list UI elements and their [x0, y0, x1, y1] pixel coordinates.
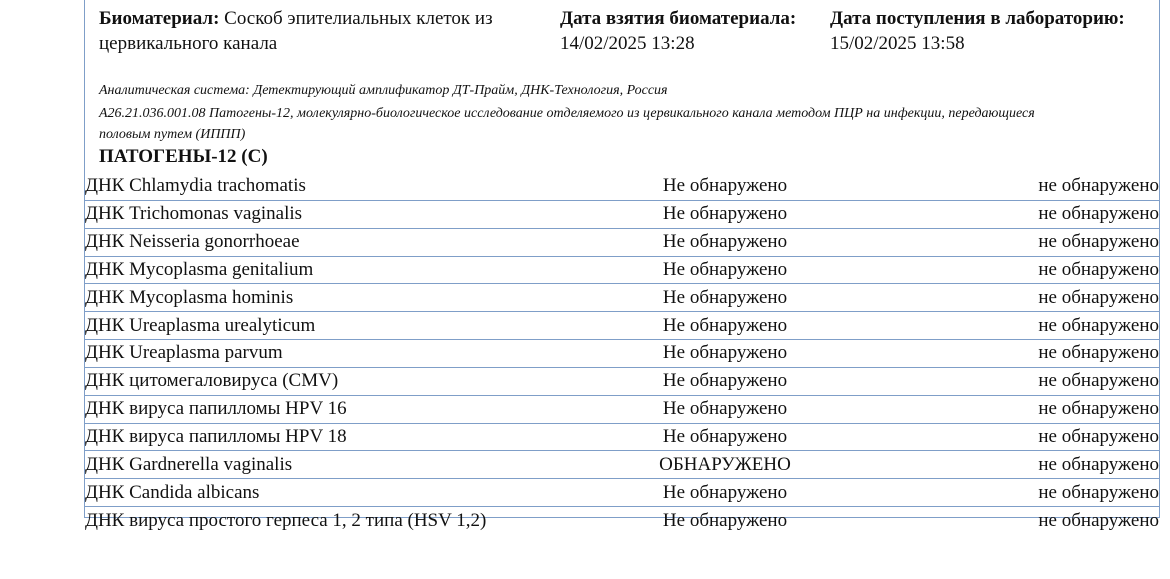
- biomaterial-value: Соскоб эпителиальных клеток из цервикального канала: [99, 8, 493, 54]
- analyte-name: ДНК Candida albicans: [85, 479, 615, 507]
- analyte-name: ДНК Mycoplasma genitalium: [85, 256, 615, 284]
- analyte-name: ДНК Ureaplasma urealyticum: [85, 312, 615, 340]
- result-value: Не обнаружено: [615, 173, 835, 200]
- analyte-name: ДНК Chlamydia trachomatis: [85, 173, 615, 200]
- reference-value: не обнаружено: [835, 451, 1159, 479]
- reference-value: не обнаружено: [835, 340, 1159, 368]
- reference-value: не обнаружено: [835, 312, 1159, 340]
- table-row: [85, 423, 1159, 451]
- table-row: [85, 395, 1159, 423]
- analyte-name: ДНК цитомегаловируса (CMV): [85, 367, 615, 395]
- result-value: Не обнаружено: [615, 312, 835, 340]
- analyte-name: ДНК Gardnerella vaginalis: [85, 451, 615, 479]
- table-row: [85, 479, 1159, 507]
- reference-value: не обнаружено: [835, 395, 1159, 423]
- results-table: [85, 173, 1159, 534]
- analyte-name: ДНК Trichomonas vaginalis: [85, 200, 615, 228]
- analyte-name: ДНК Ureaplasma parvum: [85, 340, 615, 368]
- receipt-date-label: Дата поступления в лабораторию:: [830, 8, 1125, 29]
- table-row: [85, 200, 1159, 228]
- analytical-system: Аналитическая система: Детектирующий амплификатор ДТ-Прайм, ДНК-Технология, Россия: [99, 83, 668, 98]
- reference-value: не обнаружено: [1038, 509, 1159, 531]
- analyte-name: ДНК вируса простого герпеса 1, 2 типа (HSV 1,2): [85, 509, 487, 531]
- result-value: Не обнаружено: [615, 256, 835, 284]
- table-row: [85, 507, 1159, 534]
- result-value: Не обнаружено: [615, 340, 835, 368]
- collection-date-block: [560, 6, 830, 56]
- analyte-name: ДНК вируса папилломы HPV 18: [85, 423, 615, 451]
- result-value: ОБНАРУЖЕНО: [615, 451, 835, 479]
- reference-value: не обнаружено: [835, 173, 1159, 200]
- reference-value: не обнаружено: [835, 479, 1159, 507]
- table-row: [85, 312, 1159, 340]
- result-value: Не обнаружено: [615, 479, 835, 507]
- reference-value: не обнаружено: [835, 423, 1159, 451]
- biomaterial-block: [99, 6, 549, 56]
- result-value: Не обнаружено: [615, 367, 835, 395]
- result-value: Не обнаружено: [615, 200, 835, 228]
- result-value: Не обнаружено: [615, 423, 835, 451]
- analyte-name: ДНК Mycoplasma hominis: [85, 284, 615, 312]
- analyte-name: ДНК вируса папилломы HPV 16: [85, 395, 615, 423]
- table-row: [85, 284, 1159, 312]
- table-row: [85, 256, 1159, 284]
- reference-value: не обнаружено: [835, 284, 1159, 312]
- table-row: [85, 367, 1159, 395]
- reference-value: не обнаружено: [835, 200, 1159, 228]
- collection-date-label: Дата взятия биоматериала:: [560, 8, 797, 29]
- analyte-name: ДНК Neisseria gonorrhoeae: [85, 228, 615, 256]
- reference-value: не обнаружено: [835, 256, 1159, 284]
- result-value: Не обнаружено: [615, 395, 835, 423]
- collection-date-value: 14/02/2025 13:28: [560, 33, 695, 54]
- result-value: Не обнаружено: [615, 284, 835, 312]
- receipt-date-block: [830, 6, 1170, 56]
- reference-value: не обнаружено: [835, 228, 1159, 256]
- biomaterial-label: Биоматериал:: [99, 8, 220, 29]
- result-value: Не обнаружено: [615, 228, 835, 256]
- test-method: А26.21.036.001.08 Патогены-12, молекулярно-биологическое исследование отделяемого из цервикального канала методом ПЦР на инфекции, передающиеся половым путем (ИППП): [99, 106, 1035, 142]
- table-row: [85, 173, 1159, 200]
- panel-title: ПАТОГЕНЫ-12 (С): [99, 146, 268, 167]
- result-value: Не обнаружено: [662, 509, 788, 531]
- receipt-date-value: 15/02/2025 13:58: [830, 33, 965, 54]
- table-row: [85, 451, 1159, 479]
- reference-value: не обнаружено: [835, 367, 1159, 395]
- table-row: [85, 228, 1159, 256]
- table-row: [85, 340, 1159, 368]
